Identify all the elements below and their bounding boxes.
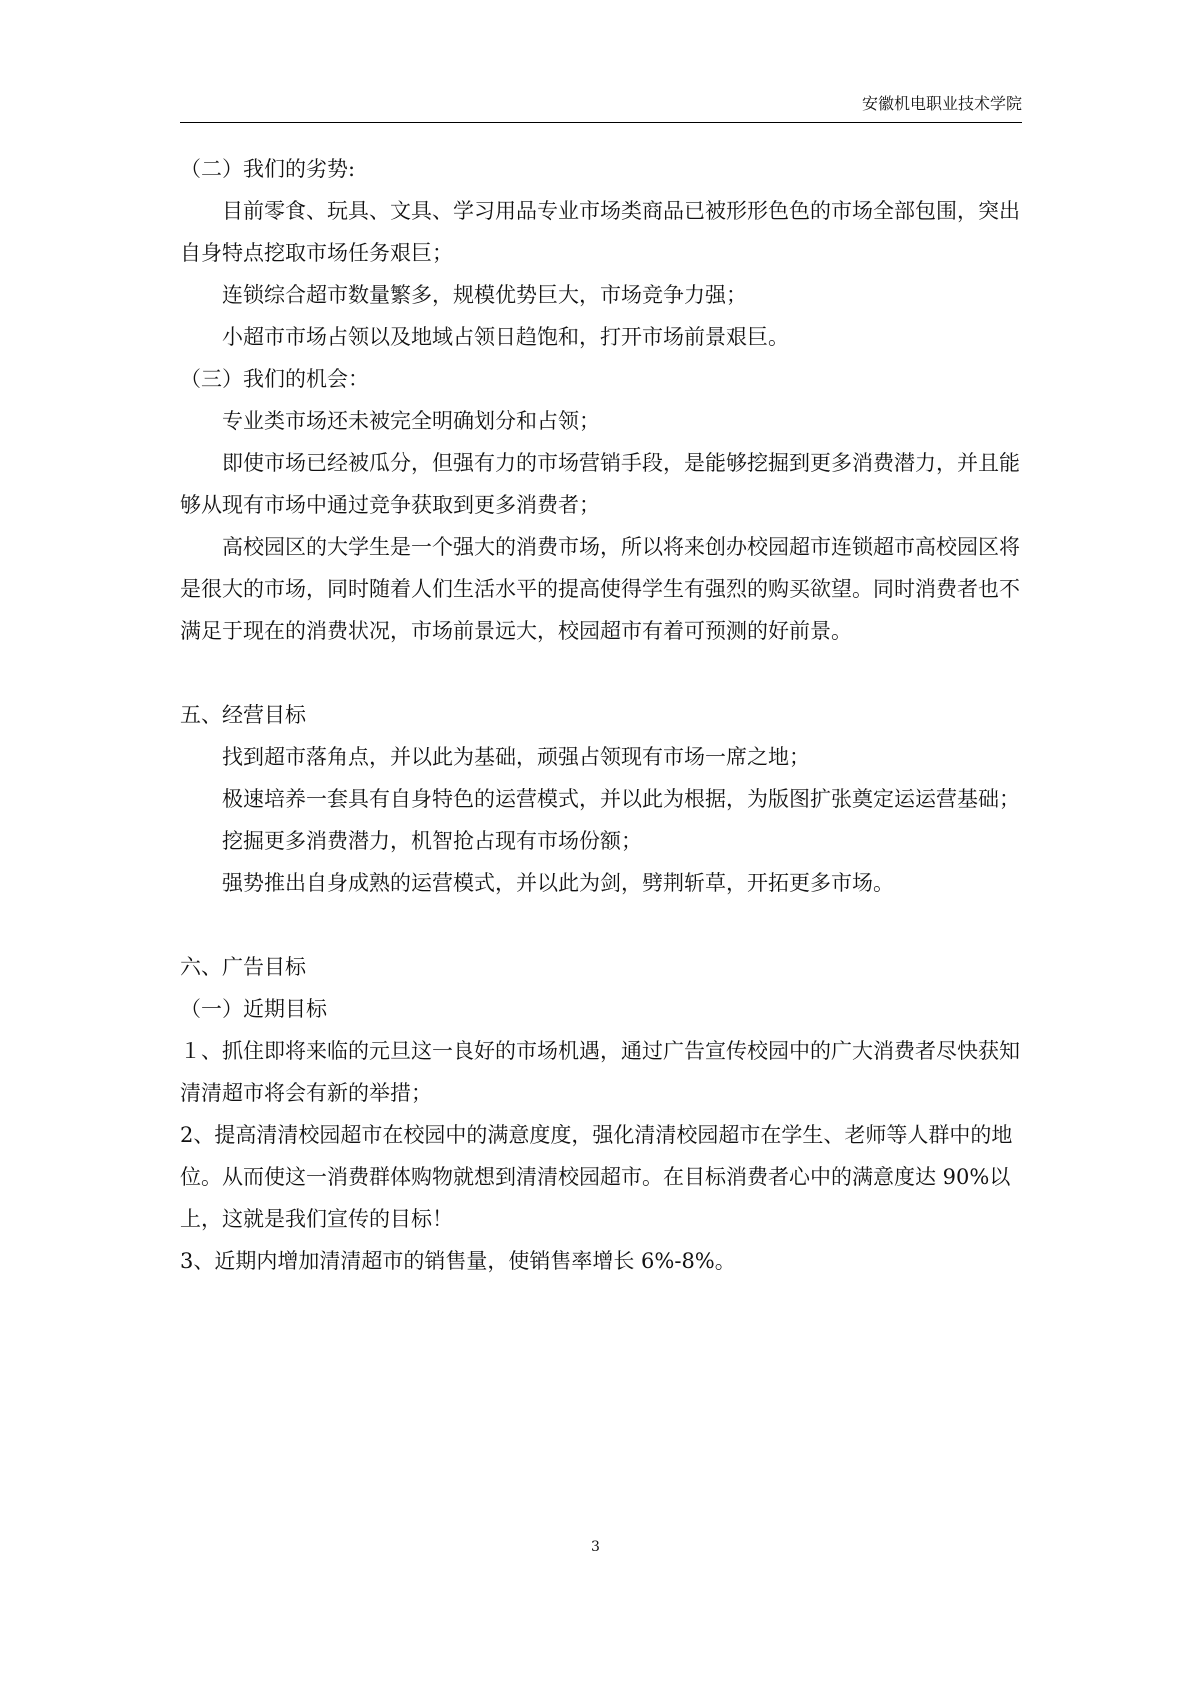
business-goal-item: 挖掘更多消费潜力，机智抢占现有市场份额； (222, 829, 642, 853)
weakness-heading: （二）我们的劣势: (180, 157, 356, 181)
business-goal-item: 极速培养一套具有自身特色的运营模式，并以此为根据，为版图扩张奠定运运营基础； (222, 787, 1020, 811)
opportunity-paragraph: 即使市场已经被瓜分，但强有力的市场营销手段，是能够挖掘到更多消费潜力，并且能够从现有市场中通过竞争获取到更多消费者； (180, 451, 1020, 517)
weakness-paragraph: 连锁综合超市数量繁多，规模优势巨大，市场竞争力强； (222, 283, 747, 307)
ad-goal-item: １、抓住即将来临的元旦这一良好的市场机遇，通过广告宣传校园中的广大消费者尽快获知清清超市将会有新的举措； (180, 1039, 1020, 1105)
weakness-paragraph: 小超市市场占领以及地域占领日趋饱和，打开市场前景艰巨。 (222, 325, 789, 349)
ad-goals-subheading: （一）近期目标 (180, 997, 327, 1021)
business-goal-item: 找到超市落角点，并以此为基础，顽强占领现有市场一席之地； (222, 745, 810, 769)
weakness-paragraph: 目前零食、玩具、文具、学习用品专业市场类商品已被形形色色的市场全部包围，突出自身特点挖取市场任务艰巨； (180, 199, 1020, 265)
opportunity-paragraph: 专业类市场还未被完全明确划分和占领； (222, 409, 600, 433)
opportunity-heading: （三）我们的机会： (180, 367, 369, 391)
business-goals-heading: 五、经营目标 (180, 703, 306, 727)
business-goal-item: 强势推出自身成熟的运营模式，并以此为剑，劈荆斩草，开拓更多市场。 (222, 871, 894, 895)
opportunity-paragraph: 高校园区的大学生是一个强大的消费市场，所以将来创办校园超市连锁超市高校园区将是很大的市场，同时随着人们生活水平的提高使得学生有强烈的购买欲望。同时消费者也不满足于现在的消费状况，市场前景远大，校园超市有着可预测的好前景。 (180, 535, 1020, 643)
document-body (180, 148, 1022, 1282)
ad-goal-item: 3、近期内增加清清超市的销售量，使销售率增长 6%-8%。 (180, 1249, 736, 1273)
running-header: 安徽机电职业技术学院 (861, 94, 1022, 113)
ad-goals-heading: 六、广告目标 (180, 955, 306, 979)
header-rule (180, 122, 1022, 123)
page-number: 3 (591, 1539, 600, 1555)
ad-goal-item: 2、提高清清校园超市在校园中的满意度度，强化清清校园超市在学生、老师等人群中的地位。从而使这一消费群体购物就想到清清校园超市。在目标消费者心中的满意度达 90%以上，这就是我们宣传的目标！ (180, 1123, 1013, 1231)
